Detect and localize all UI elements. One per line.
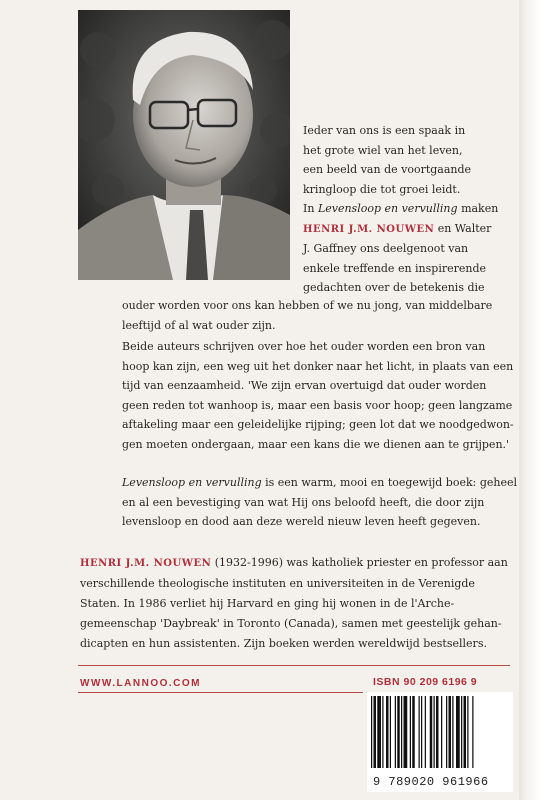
barcode-bar [374,696,377,768]
barcode-bar [446,696,447,768]
intro-line: kringloop die tot groei leidt. [303,182,461,196]
bio-line: Staten. In 1986 verliet hij Harvard en ging hij wonen in de l'Arche- [80,597,455,610]
intro-text [303,121,513,298]
barcode-bar [425,696,426,768]
book-title: Levensloop en vervulling [317,202,458,215]
barcode-bar [395,696,396,768]
barcode-bar [377,696,381,768]
para2-line: aftakeling maar een geleidelijke rijping; geen lot dat we noodgedwon- [122,418,514,431]
barcode-bar [434,696,435,768]
barcode-bar [390,696,391,768]
barcode-bar [371,696,372,768]
intro-continued [122,296,522,335]
book-title-2: Levensloop en vervulling [122,476,262,489]
barcode-bar [404,696,408,768]
para2-line: geen reden tot wanhoop is, maar een basis voor hoop; geen langzame [122,398,513,412]
para2-line: Beide auteurs schrijven over hoe het ouder worden een bron van [122,340,486,353]
intro-line: J. Gaffney ons deelgenoot van [303,242,469,255]
intro-cont-line: ouder worden voor ons kan hebben of we nu jong, van middelbare [122,299,493,312]
publisher-url[interactable]: WWW.LANNOO.COM [80,678,201,689]
isbn: ISBN 90 209 6196 9 [373,676,478,688]
intro-line [303,199,513,219]
barcode-bar [401,696,402,768]
barcode-bars [367,692,513,772]
intro-maken: maken [461,202,499,215]
intro-line [303,219,513,240]
bio-author-name: HENRI J.M. NOUWEN [80,558,212,569]
barcode-bar [419,696,420,768]
intro-en-walter: en Walter [437,221,492,235]
bio-line: verschillende theologische instituten en universiteiten in de Verenigde [80,577,475,590]
paragraph-three [122,473,527,532]
para2-line: tijd van eenzaamheid. 'We zijn ervan overtuigd dat ouder worden [122,379,487,392]
para3-line [122,473,527,493]
barcode-bar [412,696,415,768]
divider-bottom [78,692,363,693]
bio-line: gemeenschap 'Daybreak' in Toronto (Canada), samen met geestelijk gehan- [80,617,502,630]
barcode-bar [421,696,422,768]
intro-line: gedachten over de betekenis die [303,281,485,294]
barcode-bar [386,696,389,768]
barcode-bar [461,696,462,768]
barcode-bar [452,696,453,768]
bio-line [80,553,510,574]
barcode-bar [449,696,452,768]
barcode-bar [464,696,467,768]
para3-first-rest: is een warm, mooi en toegewijd boek: geheel [261,476,518,489]
barcode-bar [430,696,433,768]
intro-line: enkele treffende en inspirerende [303,261,487,275]
para2-line: hoop kan zijn, een weg uit het donker naar het licht, in plaats van een [122,359,514,373]
author-bio [80,553,510,654]
intro-in: In [303,202,315,215]
barcode-bar [456,696,460,768]
intro-cont-line: leeftijd of al wat ouder zijn. [122,318,276,332]
barcode-bar [436,696,439,768]
intro-line: Ieder van ons is een spaak in [303,124,466,137]
barcode-bar [472,696,473,768]
barcode-bar [441,696,442,768]
para3-line: levensloop en dood aan deze wereld nieuw leven heeft gegeven. [122,515,481,528]
barcode-bar [397,696,400,768]
intro-line: het grote wiel van het leven, [303,143,463,157]
author-photo [78,10,290,280]
author-name: HENRI J.M. NOUWEN [303,223,435,235]
barcode-bar [382,696,383,768]
barcode-bar [467,696,468,768]
divider-top [78,665,510,666]
bio-first-rest: (1932-1996) was katholiek priester en professor aan [211,556,508,569]
paragraph-two [122,337,527,454]
intro-line: een beeld van de voortgaande [303,163,472,176]
para2-line: gen moeten ondergaan, maar een kans die we dienen aan te grijpen.' [122,437,510,451]
bio-line: dicapten en hun assistenten. Zijn boeken werden wereldwijd bestsellers. [80,637,487,650]
barcode-bar [410,696,411,768]
para3-line: en al een bevestiging van wat Hij ons beloofd heeft, die door zijn [122,495,485,509]
barcode-number: 9 789020 961966 [373,775,489,789]
